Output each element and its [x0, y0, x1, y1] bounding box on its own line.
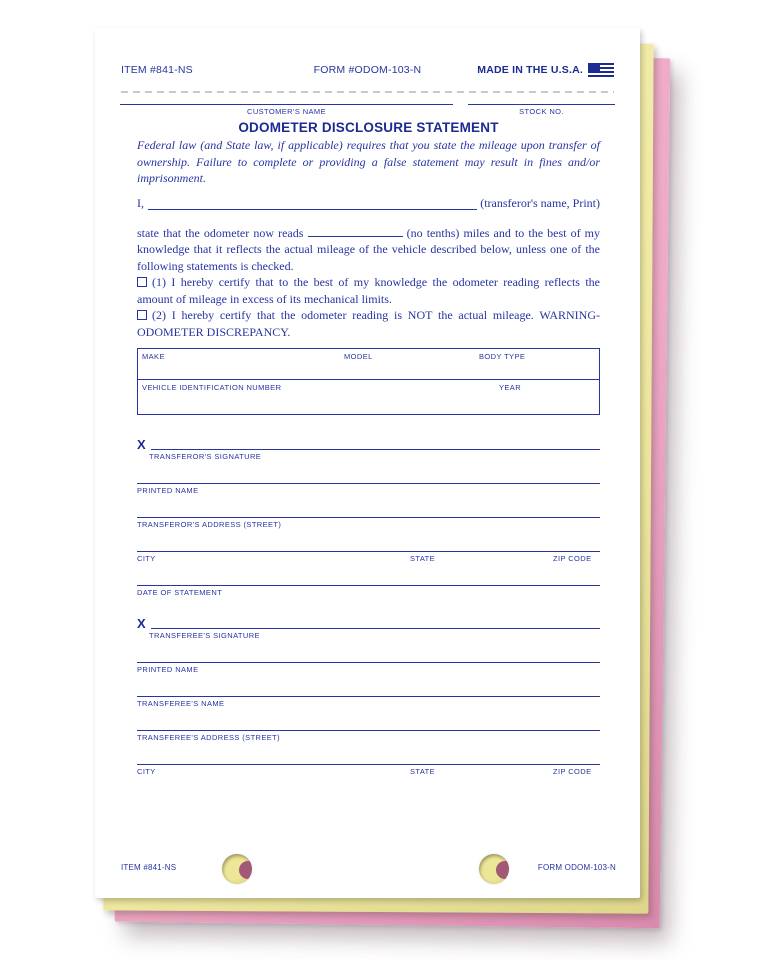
intro-paragraph: Federal law (and State law, if applicable) requires that you state the mileage upon transfer of ownership. Failure to complete or providing a false statement may result in fines and/or imprisonment.: [137, 138, 600, 185]
transferor-address-line[interactable]: [137, 517, 600, 518]
transferee-state-label: STATE: [410, 767, 436, 776]
transferor-state-label: STATE: [410, 554, 436, 563]
stub-form-number: FORM #ODOM-103-N: [313, 64, 422, 76]
statement-1-num: (1): [152, 275, 166, 289]
transferee-address-field: [137, 730, 600, 742]
transferee-signature-label: TRANSFEREE'S SIGNATURE: [149, 631, 260, 640]
transferor-signature-line[interactable]: [151, 449, 600, 450]
odometer-reading-blank[interactable]: [308, 227, 403, 237]
transferor-name-blank[interactable]: [148, 209, 477, 210]
stub-item-number: ITEM #841-NS: [121, 64, 193, 76]
date-of-statement-label: DATE OF STATEMENT: [137, 588, 223, 597]
footer-item-number: ITEM #841-NS: [121, 863, 177, 872]
transferor-name-hint: (transferor's name, Print): [480, 195, 600, 210]
statement-1-text: I hereby certify that to the best of my knowledge the odometer reading reflects the amount of mileage in excess of its mechanical limits.: [137, 275, 601, 306]
i-prefix: I,: [137, 195, 144, 210]
perforation-line: [121, 91, 614, 93]
customer-name-line[interactable]: [120, 100, 453, 105]
transferor-address-field: [137, 517, 600, 529]
transferee-city-state-zip-field: [137, 764, 600, 776]
transferee-signature-line[interactable]: [151, 628, 600, 629]
punch-hole-right: [479, 854, 509, 884]
transferee-x-mark: X: [137, 616, 146, 631]
transferee-city-state-zip-line[interactable]: [137, 764, 600, 765]
stock-no-label: STOCK NO.: [519, 107, 564, 116]
odometer-reading-paragraph: [137, 225, 600, 275]
year-label: YEAR: [499, 383, 522, 392]
statement-2-checkbox[interactable]: [137, 310, 147, 320]
transferor-city-state-zip-field: [137, 551, 600, 563]
transferee-printed-name-label: PRINTED NAME: [137, 665, 199, 674]
transferor-signature-row: [137, 439, 600, 450]
transferee-name-line[interactable]: [137, 696, 600, 697]
punch-hole-left: [222, 854, 252, 884]
transferor-printed-name-label: PRINTED NAME: [137, 486, 199, 495]
reads-before: state that the odometer now reads: [137, 225, 304, 240]
vin-label: VEHICLE IDENTIFICATION NUMBER: [142, 383, 282, 392]
stock-no-line[interactable]: [468, 100, 615, 105]
odometer-form-sheet: [95, 28, 640, 898]
transferor-address-label: TRANSFEROR'S ADDRESS (STREET): [137, 520, 282, 529]
model-label: MODEL: [344, 352, 373, 361]
date-of-statement-field: [137, 585, 600, 597]
vehicle-table-row-1[interactable]: [138, 349, 599, 380]
form-body: [95, 100, 640, 776]
transferee-printed-name-field: [137, 662, 600, 674]
us-flag-icon: [588, 63, 614, 77]
transferee-name-label: TRANSFEREE'S NAME: [137, 699, 225, 708]
transferee-printed-name-line[interactable]: [137, 662, 600, 663]
transferor-signature-label: TRANSFEROR'S SIGNATURE: [149, 452, 262, 461]
transferor-name-row: [137, 196, 600, 211]
body-type-label: BODY TYPE: [479, 352, 526, 361]
stub-header: [95, 28, 640, 78]
statement-1: [137, 274, 600, 307]
made-in-usa: [473, 63, 614, 77]
transferee-address-line[interactable]: [137, 730, 600, 731]
statement-2-text: I hereby certify that the odometer reading is NOT the actual mileage. WARNING-ODOMETER DISCREPANCY.: [137, 308, 600, 339]
transferor-zip-label: ZIP CODE: [553, 554, 592, 563]
reads-after: (no tenths) miles and to the best of my knowledge that it reflects the actual mileage of the vehicle described below, unless one of the following statements is checked.: [137, 225, 600, 273]
footer-form-number: FORM ODOM-103-N: [537, 863, 616, 872]
make-label: MAKE: [142, 352, 165, 361]
customer-name-field: [120, 100, 453, 116]
statement-2-num: (2): [152, 308, 166, 322]
form-title: ODOMETER DISCLOSURE STATEMENT: [238, 120, 499, 135]
vehicle-table-row-2[interactable]: [138, 380, 599, 413]
statement-2: [137, 307, 600, 340]
transferee-zip-label: ZIP CODE: [553, 767, 592, 776]
form-footer: [121, 863, 616, 872]
transferor-printed-name-field: [137, 483, 600, 495]
transferee-address-label: TRANSFEREE'S ADDRESS (STREET): [137, 733, 281, 742]
statement-1-checkbox[interactable]: [137, 277, 147, 287]
transferee-name-field: [137, 696, 600, 708]
transferor-city-state-zip-line[interactable]: [137, 551, 600, 552]
top-fields: [120, 100, 615, 116]
date-of-statement-line[interactable]: [137, 585, 600, 586]
transferee-city-label: CITY: [137, 767, 156, 776]
transferor-x-mark: X: [137, 437, 146, 452]
made-in-usa-label: MADE IN THE U.S.A.: [477, 64, 583, 76]
vehicle-table: [137, 348, 600, 415]
customer-name-label: CUSTOMER'S NAME: [247, 107, 326, 116]
transferor-printed-name-line[interactable]: [137, 483, 600, 484]
transferor-city-label: CITY: [137, 554, 156, 563]
stock-no-field: [468, 100, 615, 116]
transferee-signature-row: [137, 618, 600, 629]
